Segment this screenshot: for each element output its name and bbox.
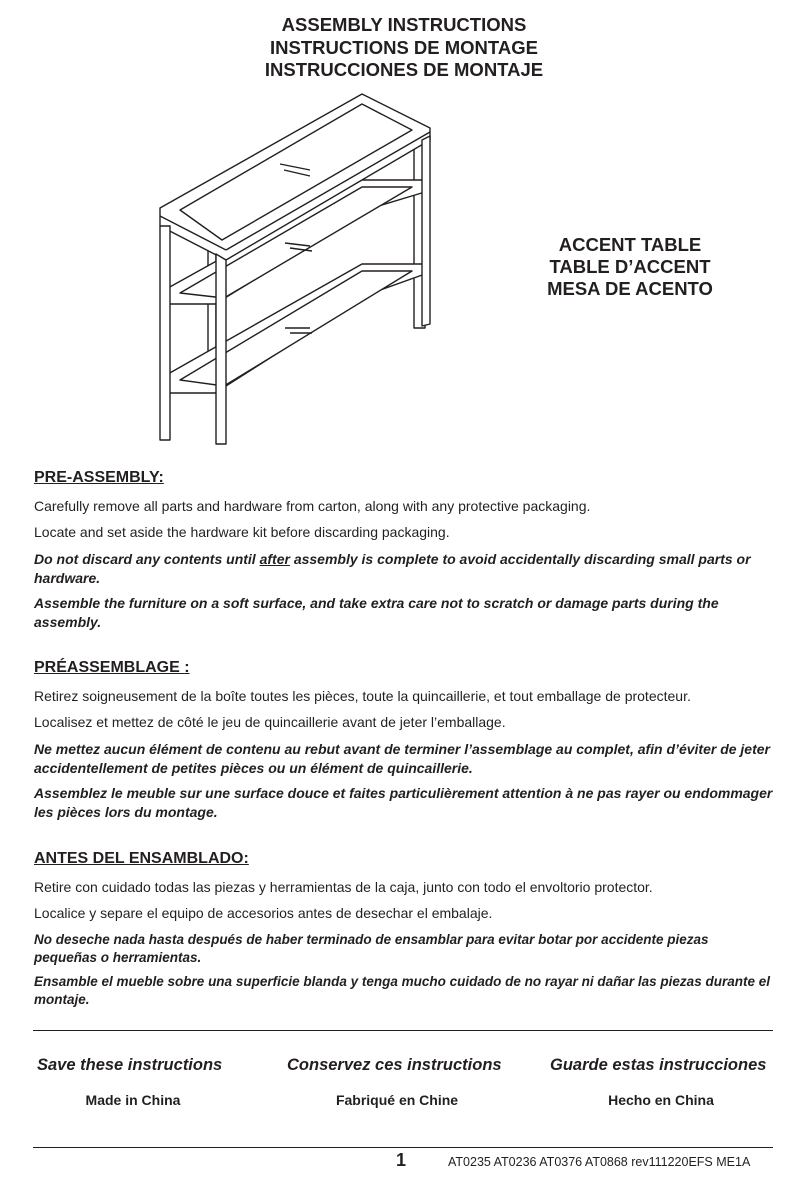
french-heading: PRÉASSEMBLAGE : <box>34 659 190 676</box>
accent-table-illustration <box>150 88 440 450</box>
document-title <box>0 14 808 82</box>
front-left-leg <box>160 226 170 440</box>
french-paragraph-2: Localisez et mettez de côté le jeu de quincaillerie avant de jeter l’emballage. <box>34 714 506 730</box>
save-instructions-spanish: Guarde estas instrucciones <box>550 1056 767 1074</box>
title-spanish: INSTRUCCIONES DE MONTAJE <box>264 59 544 80</box>
english-section <box>34 468 774 638</box>
product-name-spanish: MESA DE ACENTO <box>547 278 713 299</box>
english-heading: PRE-ASSEMBLY: <box>34 469 164 486</box>
after-emphasis: after <box>259 551 290 567</box>
french-warning-1: Ne mettez aucun élément de contenu au rebut avant de terminer l’assemblage au complet, afin d’éviter de jeter accidentellement de petites pièces ou un élément de quincaillerie. <box>34 741 770 776</box>
french-paragraph-1: Retirez soigneusement de la boîte toutes les pièces, toute la quincaillerie, et tout emballage de protecteur. <box>34 688 691 704</box>
product-name-french: TABLE D’ACCENT <box>549 256 711 277</box>
spanish-warning-1: No deseche nada hasta después de haber terminado de ensamblar para evitar botar por accidente piezas pequeñas o herramientas. <box>34 932 709 965</box>
english-paragraph-1: Carefully remove all parts and hardware from carton, along with any protective packaging. <box>34 498 591 514</box>
french-section <box>34 658 774 828</box>
save-instructions-french: Conservez ces instructions <box>287 1056 502 1074</box>
made-in-china-french: Fabriqué en Chine <box>335 1092 459 1108</box>
title-english: ASSEMBLY INSTRUCTIONS <box>281 14 527 35</box>
english-warning-2: Assemble the furniture on a soft surface, and take extra care not to scratch or damage parts during the assembly. <box>34 595 719 630</box>
french-warning-2: Assemblez le meuble sur une surface douce et faites particulièrement attention à ne pas rayer ou endommager les pièces lors du montage. <box>34 785 773 820</box>
made-in-china-english: Made in China <box>85 1092 181 1108</box>
made-in-china-spanish: Hecho en China <box>608 1092 714 1108</box>
english-paragraph-2: Locate and set aside the hardware kit before discarding packaging. <box>34 524 450 540</box>
save-instructions-english: Save these instructions <box>37 1056 223 1074</box>
model-codes: AT0235 AT0236 AT0376 AT0868 rev111220EFS ME1A <box>448 1155 751 1169</box>
spanish-paragraph-2: Localice y separe el equipo de accesorios antes de desechar el embalaje. <box>34 905 493 921</box>
english-warning-1: Do not discard any contents until after assembly is complete to avoid accidentally discarding small parts or hardware. <box>34 551 751 586</box>
title-french: INSTRUCTIONS DE MONTAGE <box>270 36 538 58</box>
spanish-paragraph-1: Retire con cuidado todas las piezas y herramientas de la caja, junto con todo el envoltorio protector. <box>34 879 653 895</box>
product-name <box>530 234 730 300</box>
spanish-section <box>34 849 774 1015</box>
footer-divider-top <box>33 1030 773 1031</box>
product-name-english: ACCENT TABLE <box>558 234 702 255</box>
spanish-heading: ANTES DEL ENSAMBLADO: <box>34 850 249 867</box>
front-right-leg <box>216 254 226 444</box>
spanish-warning-2: Ensamble el mueble sobre una superficie blanda y tenga mucho cuidado de no rayar ni dañar las piezas durante el montaje. <box>34 974 770 1007</box>
footer-divider-bottom <box>33 1147 773 1148</box>
page-number: 1 <box>396 1150 407 1170</box>
